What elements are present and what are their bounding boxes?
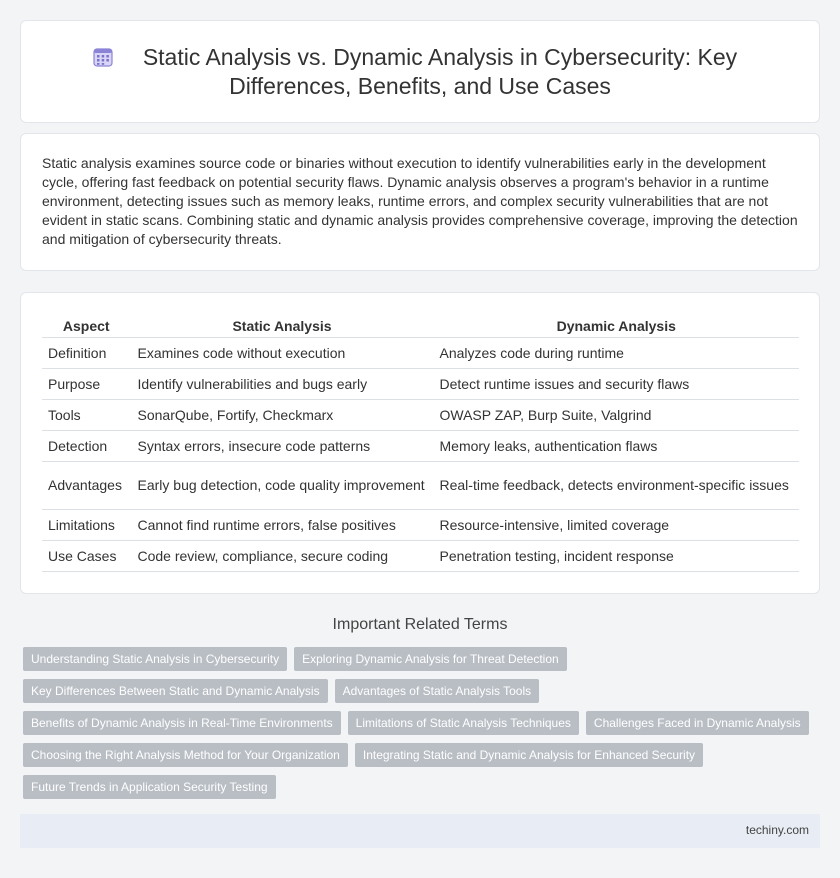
related-term-tag[interactable]: Challenges Faced in Dynamic Analysis [586, 711, 809, 735]
table-cell-dynamic: Penetration testing, incident response [433, 540, 799, 571]
table-cell-aspect: Use Cases [42, 540, 131, 571]
related-term-tag[interactable]: Advantages of Static Analysis Tools [335, 679, 540, 703]
related-term-tag[interactable]: Integrating Static and Dynamic Analysis for Enhanced Security [355, 743, 703, 767]
table-cell-static: Syntax errors, insecure code patterns [131, 430, 433, 461]
table-cell-dynamic: Analyzes code during runtime [433, 337, 799, 368]
related-term-tag[interactable]: Choosing the Right Analysis Method for Your Organization [23, 743, 348, 767]
footer [20, 814, 820, 848]
footer-site-link[interactable]: techiny.com [745, 823, 809, 837]
table-row [42, 540, 799, 571]
page-title-line-1: Static Analysis vs. Dynamic Analysis in Cybersecurity: Key [142, 44, 738, 70]
table-cell-dynamic: Resource-intensive, limited coverage [433, 509, 799, 540]
table-row [42, 509, 799, 540]
title-card [20, 20, 820, 123]
header-dynamic-analysis: Dynamic Analysis [433, 313, 799, 337]
table-cell-aspect: Purpose [42, 368, 131, 399]
table-header-row [42, 313, 799, 337]
table-cell-static: Identify vulnerabilities and bugs early [131, 368, 433, 399]
related-term-tag[interactable]: Key Differences Between Static and Dynamic Analysis [23, 679, 328, 703]
page-title [21, 43, 819, 101]
header-static-analysis: Static Analysis [131, 313, 433, 337]
table-row [42, 337, 799, 368]
table-cell-aspect: Detection [42, 430, 131, 461]
table-row [42, 461, 799, 509]
related-term-tag[interactable]: Understanding Static Analysis in Cybersecurity [23, 647, 287, 671]
table-cell-static: Examines code without execution [131, 337, 433, 368]
header-aspect: Aspect [42, 313, 131, 337]
table-cell-aspect: Advantages [42, 461, 131, 509]
intro-card [20, 133, 820, 271]
table-cell-aspect: Tools [42, 399, 131, 430]
table-row [42, 399, 799, 430]
table-cell-aspect: Limitations [42, 509, 131, 540]
table-cell-static: Early bug detection, code quality improvement [131, 461, 433, 509]
table-cell-aspect: Definition [42, 337, 131, 368]
table-cell-dynamic: Real-time feedback, detects environment-specific issues [433, 461, 799, 509]
table-cell-dynamic: Memory leaks, authentication flaws [433, 430, 799, 461]
table-cell-static: SonarQube, Fortify, Checkmarx [131, 399, 433, 430]
comparison-table-card [20, 292, 820, 594]
related-term-tag[interactable]: Limitations of Static Analysis Techniques [348, 711, 579, 735]
related-terms-heading: Important Related Terms [332, 616, 508, 633]
table-row [42, 430, 799, 461]
related-term-tag[interactable]: Benefits of Dynamic Analysis in Real-Time Environments [23, 711, 341, 735]
table-cell-static: Cannot find runtime errors, false positives [131, 509, 433, 540]
table-cell-static: Code review, compliance, secure coding [131, 540, 433, 571]
table-cell-dynamic: Detect runtime issues and security flaws [433, 368, 799, 399]
related-term-tag[interactable]: Exploring Dynamic Analysis for Threat Detection [294, 647, 567, 671]
intro-paragraph: Static analysis examines source code or binaries without execution to identify vulnerabilities early in the development cycle, offering fast feedback on potential security flaws. Dynamic analysis observes a program's behavior in a runtime environment, detecting issues such as memory leaks, runtime errors, and complex security vulnerabilities that are not evident in static scans. Combining static and dynamic analysis provides comprehensive coverage, improving the detection and mitigation of cybersecurity threats. [42, 155, 798, 247]
related-terms-list [23, 647, 823, 807]
comparison-table [42, 313, 799, 572]
related-term-tag[interactable]: Future Trends in Application Security Testing [23, 775, 276, 799]
table-cell-dynamic: OWASP ZAP, Burp Suite, Valgrind [433, 399, 799, 430]
page-title-line-2: Differences, Benefits, and Use Cases [229, 73, 611, 99]
table-row [42, 368, 799, 399]
